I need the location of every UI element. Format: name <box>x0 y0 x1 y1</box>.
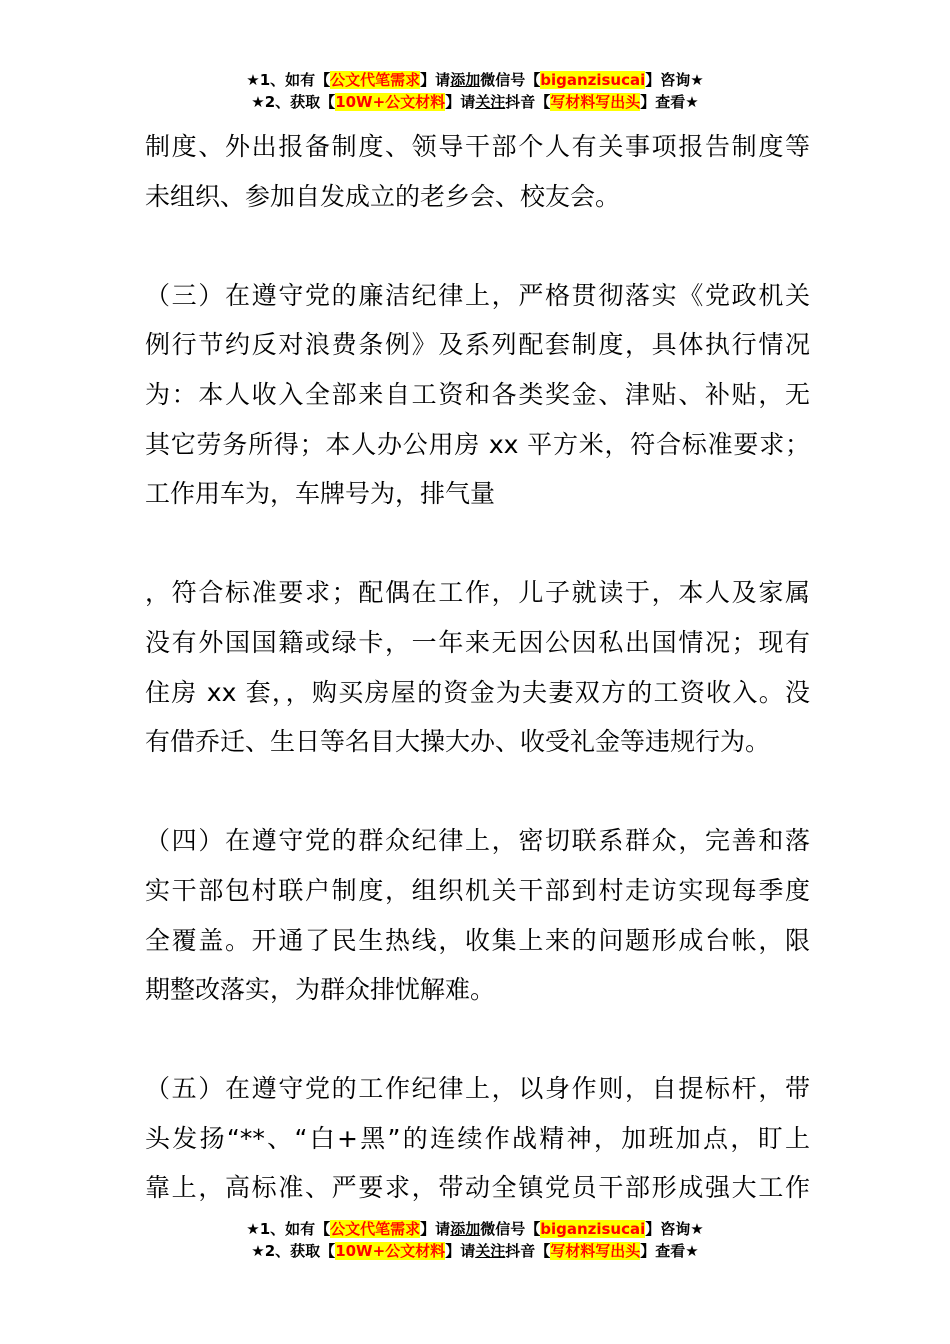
paragraph-mass-discipline <box>145 816 810 1014</box>
highlight-materials: 10W+公文材料 <box>335 1242 446 1260</box>
highlight-service: 公文代笔需求 <box>330 71 421 89</box>
document-body <box>145 122 810 1263</box>
text-line: （三）在遵守党的廉洁纪律上，严格贯彻落实《党政机关 <box>145 280 810 310</box>
highlight-service: 公文代笔需求 <box>330 1220 421 1238</box>
text-line: （五）在遵守党的工作纪律上，以身作则，自提标杆，带 <box>145 1074 810 1104</box>
text-line: 没有外国国籍或绿卡，一年来无因公因私出国情况；现有 <box>145 627 810 657</box>
highlight-douyin: 写材料写出头 <box>550 93 641 111</box>
banner-line-2: ★2、获取【10W+公文材料】请关注抖音【写材料写出头】查看★ <box>251 93 699 111</box>
highlight-materials: 10W+公文材料 <box>335 93 446 111</box>
text-line: 工作用车为，车牌号为，排气量 <box>145 479 496 509</box>
text-line: 住房 xx 套，，购买房屋的资金为夫妻双方的工资收入。没 <box>145 677 810 707</box>
banner-line-1: ★1、如有【公文代笔需求】请添加微信号【biganzisucai】咨询★ <box>246 71 704 89</box>
paragraph-work-discipline <box>145 1064 810 1213</box>
paragraph-integrity-discipline <box>145 271 810 519</box>
text-line: 靠上，高标准、严要求，带动全镇党员干部形成强大工作 <box>145 1173 810 1203</box>
paragraph-family-housing <box>145 568 810 766</box>
text-line: 其它劳务所得；本人办公用房 xx 平方米，符合标准要求； <box>145 429 810 459</box>
text-line: 期整改落实，为群众排忧解难。 <box>145 975 496 1005</box>
text-line: ，符合标准要求；配偶在工作，儿子就读于，本人及家属 <box>145 578 810 608</box>
text-line: 有借乔迁、生日等名目大操大办、收受礼金等违规行为。 <box>145 727 771 757</box>
highlight-douyin: 写材料写出头 <box>550 1242 641 1260</box>
text-line: 为：本人收入全部来自工资和各类奖金、津贴、补贴，无 <box>145 379 810 409</box>
paragraph-continuation <box>145 122 810 221</box>
text-line: 全覆盖。开通了民生热线，收集上来的问题形成台帐，限 <box>145 925 810 955</box>
text-line: 制度、外出报备制度、领导干部个人有关事项报告制度等 <box>145 132 810 161</box>
footer-banner <box>0 1218 950 1262</box>
banner-line-2: ★2、获取【10W+公文材料】请关注抖音【写材料写出头】查看★ <box>251 1242 699 1260</box>
highlight-wechat-id: biganzisucai <box>540 71 646 89</box>
text-line: （四）在遵守党的群众纪律上，密切联系群众，完善和落 <box>145 826 810 856</box>
header-banner <box>0 69 950 113</box>
text-line: 未组织、参加自发成立的老乡会、校友会。 <box>145 181 621 211</box>
banner-line-1: ★1、如有【公文代笔需求】请添加微信号【biganzisucai】咨询★ <box>246 1220 704 1238</box>
highlight-wechat-id: biganzisucai <box>540 1220 646 1238</box>
text-line: 例行节约反对浪费条例》及系列配套制度，具体执行情况 <box>145 330 810 360</box>
text-line: 实干部包村联户制度，组织机关干部到村走访实现每季度 <box>145 875 810 905</box>
text-line: 头发扬“**、“白+黑”的连续作战精神，加班加点，盯上 <box>145 1123 810 1153</box>
